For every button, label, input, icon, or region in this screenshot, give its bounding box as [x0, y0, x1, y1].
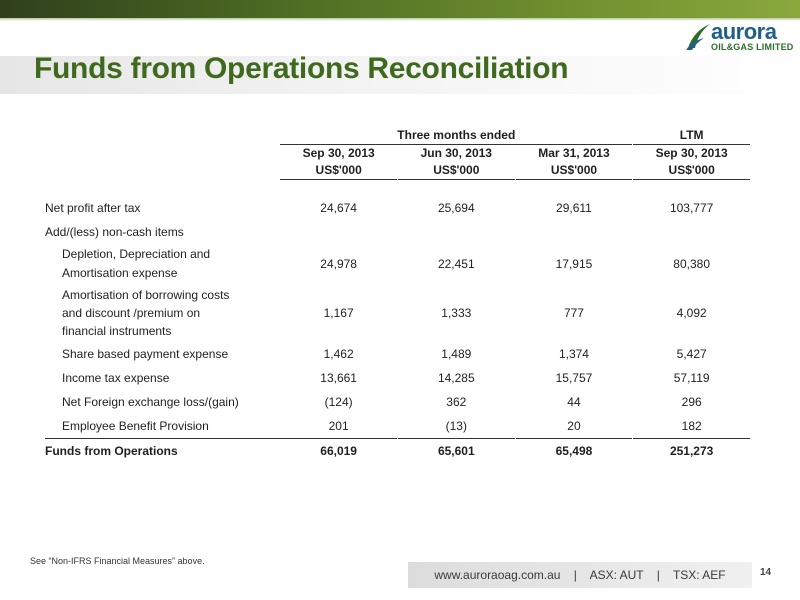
row-value: 4,092 [676, 306, 707, 320]
top-banner-bar [0, 0, 800, 18]
row-value: 24,674 [320, 201, 357, 215]
row-value: 15,757 [555, 371, 593, 385]
row-value: 13,661 [320, 371, 357, 385]
row-value: 1,167 [323, 306, 354, 320]
logo-subtitle: OIL&GAS LIMITED [711, 42, 794, 52]
row-value: 777 [563, 306, 584, 320]
row-value: 80,380 [673, 256, 710, 271]
row-value: (13) [445, 419, 467, 433]
row-value: (124) [324, 395, 353, 409]
row-label: Net Foreign exchange loss/(gain) [62, 395, 239, 409]
row-label: Add/(less) non-cash items [45, 225, 184, 239]
group-header-row [45, 126, 750, 145]
logo-wordmark: aurora [711, 19, 777, 44]
table-row-income-tax [45, 366, 750, 390]
table-row-non-cash-items [45, 220, 750, 244]
column-date: Sep 30, 2013 [302, 146, 375, 160]
row-value: 201 [328, 419, 349, 433]
table-row-share-based-payment [45, 342, 750, 366]
company-logo [684, 19, 796, 54]
row-value: 1,333 [441, 306, 472, 320]
row-value: 103,777 [669, 201, 714, 215]
top-banner-shade [0, 18, 800, 21]
column-header-row [45, 145, 750, 180]
column-unit: US$'000 [315, 163, 362, 177]
row-value: 25,694 [437, 201, 475, 215]
row-value: 14,285 [437, 371, 475, 385]
total-value: 251,273 [633, 439, 750, 464]
row-label: Employee Benefit Provision [62, 419, 209, 433]
column-date: Jun 30, 2013 [420, 146, 492, 160]
column-header [633, 145, 750, 180]
column-header [516, 145, 633, 180]
table-row-funds-from-operations [45, 439, 750, 464]
footnote: See “Non-IFRS Financial Measures” above. [30, 556, 205, 566]
row-value: 296 [681, 395, 702, 409]
row-value: 1,462 [323, 347, 354, 361]
row-value: 29,611 [556, 201, 592, 215]
page-title: Funds from Operations Reconciliation [34, 52, 569, 85]
row-label: Depletion, Depreciation and Amortisation expense [62, 247, 211, 280]
row-value: 182 [681, 419, 702, 433]
row-label: Amortisation of borrowing costs and discount /premium on financial instruments [62, 288, 230, 338]
row-value: 24,978 [320, 256, 357, 271]
table-row-net-profit [45, 196, 750, 220]
row-label: Share based payment expense [62, 347, 229, 361]
column-unit: US$'000 [433, 163, 480, 177]
column-unit: US$'000 [550, 163, 598, 177]
row-value: 5,427 [676, 347, 707, 361]
column-header [280, 145, 397, 180]
row-value: 1,374 [558, 347, 589, 361]
total-value: 65,601 [398, 439, 515, 464]
column-header [398, 145, 515, 180]
column-date: Mar 31, 2013 [538, 146, 610, 160]
total-value: 66,019 [280, 439, 397, 464]
table-row-foreign-exchange [45, 390, 750, 414]
total-label: Funds from Operations [45, 439, 280, 464]
row-value: 20 [567, 419, 581, 433]
total-value: 65,498 [516, 439, 633, 464]
row-label: Net profit after tax [45, 201, 141, 215]
footer-contact-text: www.auroraoag.com.au | ASX: AUT | TSX: AEF [434, 568, 726, 582]
row-value: 362 [446, 395, 467, 409]
table-row-depletion [45, 244, 750, 284]
row-value: 44 [567, 395, 581, 409]
group-header-three-months: Three months ended [280, 126, 632, 145]
group-header-ltm: LTM [633, 126, 750, 145]
table-row-amortisation-borrowing [45, 284, 750, 342]
row-value: 1,489 [441, 347, 472, 361]
column-date: Sep 30, 2013 [655, 146, 728, 160]
row-value: 17,915 [555, 256, 593, 271]
table-row-employee-benefit [45, 414, 750, 439]
page-number: 14 [760, 567, 772, 578]
row-label: Income tax expense [62, 371, 170, 385]
reconciliation-table [45, 126, 750, 463]
column-unit: US$'000 [668, 163, 715, 177]
row-value: 22,451 [437, 256, 475, 271]
logo-swoosh-icon [684, 22, 712, 52]
row-value: 57,119 [673, 371, 710, 385]
